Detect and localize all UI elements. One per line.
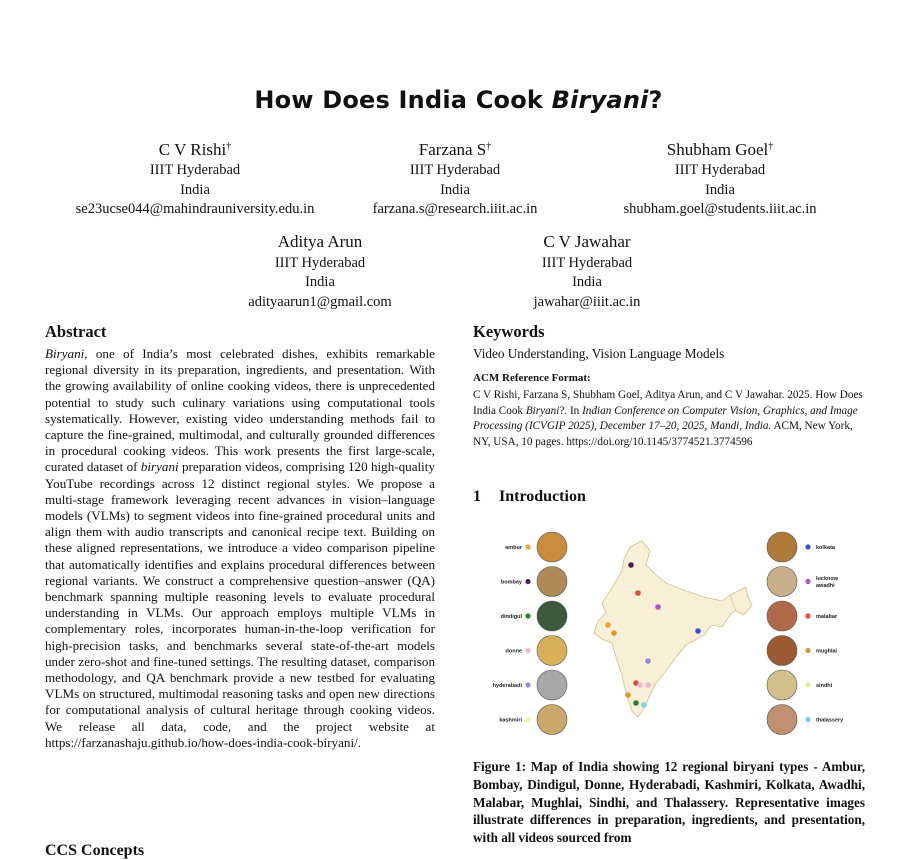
figure-label: awadhi <box>816 583 835 589</box>
map-marker <box>605 622 611 628</box>
author-country: India <box>572 274 602 290</box>
figure-india-map <box>490 525 860 750</box>
biryani-thumbnail <box>537 601 567 631</box>
figure-label: kolkata <box>816 545 835 551</box>
figure-label: bombay <box>500 579 522 586</box>
india-map-figure <box>490 525 860 750</box>
figure-label: sindhi <box>816 683 833 689</box>
legend-dot <box>525 579 530 584</box>
figure-label: mughlai <box>816 648 838 655</box>
author-country: India <box>305 274 335 290</box>
figure-caption: Figure 1: Map of India showing 12 regional biryani types - Ambur, Bombay, Dindigul, Donne, Hyderabadi, Kashmiri, Kolkata, Awadhi, Malabar, Mughlai, Sindhi, and Thalassery. Representative images illustrate differences in preparation, ingredients, and presentation, with all videos sourced from <box>473 759 865 846</box>
legend-dot <box>805 682 810 687</box>
map-marker <box>655 604 661 610</box>
legend-dot <box>805 613 810 618</box>
legend-dot <box>525 682 530 687</box>
author-email[interactable]: adityaarun1@gmail.com <box>248 293 392 310</box>
legend-dot <box>525 613 530 618</box>
legend-dot <box>525 544 530 549</box>
biryani-thumbnail <box>767 636 797 666</box>
abstract-text: Biryani, one of India’s most celebrated dishes, exhibits remarkable regional diversity in its preparation, ingredients, and presentation. With the growing availability of online cooking videos, there is unprecedented potential to study such culinary variations using computational tools systematically. However, existing video understanding methods fail to capture the fine-grained, multimodal, and culturally grounded differences in procedural cooking videos. This work presents the first large-scale, curated dataset of biryani preparation videos, comprising 120 high-quality YouTube recordings across 12 distinct regional styles. We propose a multi-stage framework leveraging recent advances in vision–language models (VLMs) to segment videos into fine-grained procedural units and align them with audio transcripts and canonical recipe text. Building on these aligned representations, we introduce a video comparison pipeline that automatically identifies and explains procedural differences between regional variants. We construct a comprehensive question–answer (QA) benchmark spanning multiple reasoning levels to evaluate procedural understanding in VLMs. Our approach employs multiple VLMs in complementary roles, incorporates human-in-the-loop verification for high-precision tasks, and benchmarks several state-of-the-art models under zero-shot and fine-tuned settings. The resulting dataset, comparison methodology, and QA benchmark provide a new testbed for evaluating VLMs on structured, multimodal reasoning tasks and open new directions for computational analysis of cultural heritage through cooking videos. We release all data, code, and the project website at https://farzanashaju.github.io/how-does-india-cook-biryani/. <box>45 346 435 750</box>
biryani-thumbnail <box>537 532 567 562</box>
ccs-heading: CCS Concepts <box>45 842 145 859</box>
figure-label: kashmiri <box>499 717 522 724</box>
author-block <box>180 232 460 312</box>
map-marker <box>695 628 701 634</box>
biryani-thumbnail <box>767 670 797 700</box>
author-country: India <box>180 181 210 198</box>
author-affiliation: IIIT Hyderabad <box>541 254 633 271</box>
figure-label: donne <box>505 648 522 655</box>
author-affiliation: IIIT Hyderabad <box>149 162 241 179</box>
legend-dot <box>805 579 810 584</box>
author-name: C V Jawahar <box>543 232 631 251</box>
author-name: Aditya Arun <box>277 232 363 251</box>
author-email[interactable]: shubham.goel@students.iiit.ac.in <box>623 201 817 218</box>
author-country: India <box>440 181 470 198</box>
india-map-outline <box>594 541 748 717</box>
map-marker <box>633 700 639 706</box>
biryani-thumbnail <box>537 670 567 700</box>
author-name: C V Rishi <box>158 139 227 159</box>
keywords-heading: Keywords <box>473 322 545 341</box>
acm-reference-heading: ACM Reference Format: <box>473 372 591 384</box>
author-affiliation: IIIT Hyderabad <box>409 162 501 179</box>
author-block: Farzana S† IIIT Hyderabad India farzana.s@research.iiit.ac.in <box>310 137 600 220</box>
legend-dot <box>805 717 810 722</box>
biryani-thumbnail <box>537 705 567 735</box>
biryani-thumbnail <box>537 636 567 666</box>
author-email[interactable]: jawahar@iiit.ac.in <box>533 293 641 310</box>
biryani-thumbnail <box>767 532 797 562</box>
map-marker <box>625 692 631 698</box>
author-email[interactable]: se23ucse044@mahindrauniversity.edu.in <box>75 201 315 218</box>
legend-dot <box>805 648 810 653</box>
figure-label: hyderabadi <box>492 683 522 689</box>
author-affiliation: IIIT Hyderabad <box>274 254 366 271</box>
author-block <box>447 232 727 312</box>
biryani-thumbnail <box>767 705 797 735</box>
map-marker <box>628 562 634 568</box>
figure-label: ambur <box>505 545 522 551</box>
author-email[interactable]: farzana.s@research.iiit.ac.in <box>372 201 538 218</box>
map-marker <box>641 702 647 708</box>
map-marker <box>645 682 651 688</box>
biryani-thumbnail <box>537 567 567 597</box>
biryani-thumbnail <box>767 601 797 631</box>
legend-dot <box>525 717 530 722</box>
figure-label: thalassery <box>816 717 844 724</box>
abstract-heading: Abstract <box>45 322 107 341</box>
author-block: Shubham Goel† IIIT Hyderabad India shubham.goel@students.iiit.ac.in <box>575 137 865 220</box>
biryani-thumbnail <box>767 567 797 597</box>
legend-dot <box>525 648 530 653</box>
figure-label: lucknow <box>816 576 839 582</box>
legend-dot <box>805 544 810 549</box>
author-name: Farzana S <box>418 139 487 159</box>
author-name: Shubham Goel <box>666 139 769 159</box>
author-affiliation: IIIT Hyderabad <box>674 162 766 179</box>
author-block: C V Rishi† IIIT Hyderabad India se23ucse044@mahindrauniversity.edu.in <box>50 137 340 220</box>
map-marker <box>611 630 617 636</box>
author-country: India <box>705 181 735 198</box>
paper-title: How Does India Cook Biryani? <box>254 86 663 114</box>
figure-label: malabar <box>816 614 838 620</box>
figure-label: dindigul <box>500 614 522 620</box>
map-marker <box>645 658 651 664</box>
acm-reference-text: C V Rishi, Farzana S, Shubham Goel, Aditya Arun, and C V Jawahar. 2025. How Does India Cook Biryani?. In Indian Conference on Computer Vision, Graphics, and Image Processing (ICVGIP 2025), December 17–20, 2025, Mandi, India. ACM, New York, NY, USA, 10 pages. https://doi.org/10.1145/3774521.3774596 <box>473 389 863 448</box>
section-heading-introduction: 1 Introduction <box>473 488 586 505</box>
keywords-text: Video Understanding, Vision Language Models <box>473 346 725 361</box>
map-marker <box>637 682 643 688</box>
map-marker <box>635 590 641 596</box>
